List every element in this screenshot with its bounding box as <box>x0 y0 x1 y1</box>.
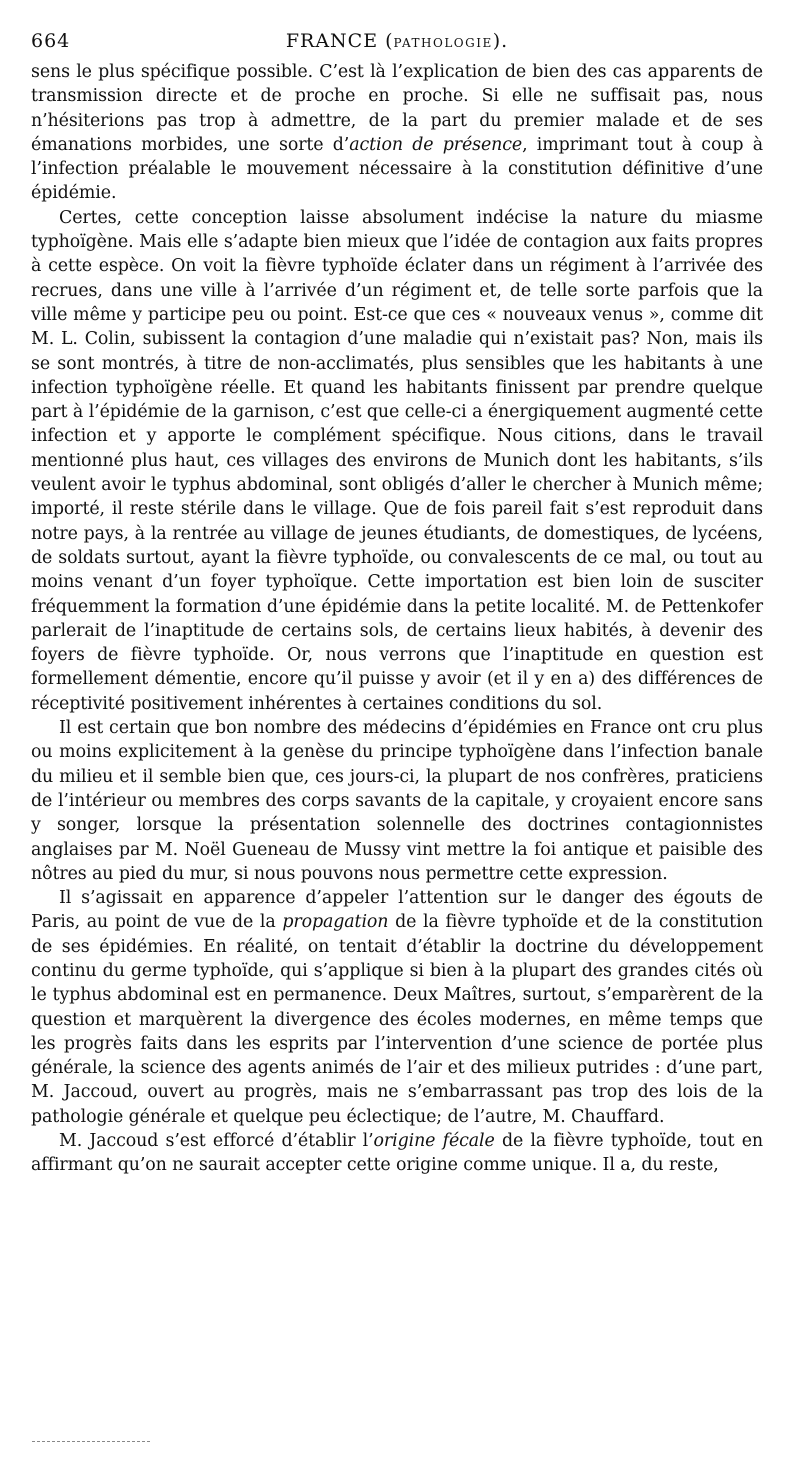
running-head-subtitle: PATHOLOGIE <box>393 36 493 50</box>
italic-phrase: action de présence <box>349 134 523 155</box>
text-segment: Il s’agissait en apparence d’appeler l’attention sur le danger des égouts de Paris, au point de vue de la <box>31 888 763 933</box>
text-segment: M. Jaccoud s’est efforcé d’établir l’ <box>59 1131 374 1152</box>
footer-rule <box>32 1441 150 1442</box>
running-head: FRANCE (PATHOLOGIE). <box>285 30 509 52</box>
text-segment: de la fièvre typhoïde, tout en affirmant qu’on ne saurait accepter cette origine comme unique. Il a, du reste, <box>31 1131 763 1176</box>
text-segment: de la fièvre typhoïde et de la constitution de ses épidémies. En réalité, on tentait d’établir la doctrine du développement continu du germe typhoïde, qui s’applique si bien à la plupart des grandes cités où le typhus abdominal est en permanence. Deux Maîtres, surtout, s’emparèrent de la question et marquèrent la divergence des écoles modernes, en même temps que les progrès faits dans les esprits par l’intervention d’une science de portée plus générale, la science des agents animés de l’air et des milieux putrides : d’une part, M. Jaccoud, ouvert au progrès, mais ne s’embarrassant pas trop des lois de la pathologie générale et quelque peu éclectique; de l’autre, M. Chauffard. <box>31 912 763 1127</box>
page <box>31 30 763 1178</box>
italic-phrase: propagation <box>282 912 389 933</box>
paragraph <box>31 716 763 886</box>
text-segment: , imprimant tout à coup à l’infection préalable le mouvement nécessaire à la constitution définitive d’une épidémie. <box>31 134 763 204</box>
text-segment: Il est certain que bon nombre des médecins d’épidémies en France ont cru plus ou moins explicitement à la genèse du principe typhoïgène dans l’infection banale du milieu et il semble bien que, ces jours-ci, la plupart de nos confrères, praticiens de l’intérieur ou membres des corps savants de la capitale, y croyaient encore sans y songer, lorsque la présentation solennelle des doctrines contagionnistes anglaises par M. Noël Gueneau de Mussy vint mettre la foi antique et paisible des nôtres au pied du mur, si nous pouvons nous permettre cette expression. <box>31 718 763 884</box>
text-segment: Certes, cette conception laisse absolument indécise la nature du miasme typhoïgène. Mais elle s’adapte bien mieux que l’idée de contagion aux faits propres à cette espèce. On voit la fièvre typhoïde éclater dans un régiment à l’arrivée des recrues, dans une ville à l’arrivée d’un régiment et, de telle sorte parfois que la ville même y participe peu ou point. Est-ce que ces « nouveaux venus », comme dit M. L. Colin, subissent la contagion d’une maladie qui n’existait pas? Non, mais ils se sont montrés, à titre de non-acclimatés, plus sensibles que les habitants à une infection typhoïgène réelle. Et quand les habitants finissent par prendre quelque part à l’épidémie de la garnison, c’est que celle-ci a énergiquement augmenté cette infection et y apporte le complément spécifique. Nous citions, dans le travail mentionné plus haut, ces villages des environs de Munich dont les habitants, s’ils veulent avoir le typhus abdominal, sont obligés d’aller le chercher à Munich même; importé, il reste stérile dans le village. Que de fois pareil fait s’est reproduit dans notre pays, à la rentrée au village de jeunes étudiants, de domestiques, de lycéens, de soldats surtout, ayant la fièvre typhoïde, ou convalescents de ce mal, ou tout au moins venant d’un foyer typhoïque. Cette importation est bien loin de susciter fréquemment la formation d’une épidémie dans la petite localité. M. de Pettenkofer parlerait de l’inaptitude de certains sols, de certains lieux habités, à devenir des foyers de fièvre typhoïde. Or, nous verrons que l’inaptitude en question est formellement démentie, encore qu’il puisse y avoir (et il y en a) des différences de réceptivité positivement inhérentes à certaines conditions du sol. <box>31 207 763 714</box>
paragraph <box>31 206 763 716</box>
body-text <box>31 60 763 1178</box>
paragraph <box>31 1129 763 1178</box>
paragraph <box>31 886 763 1129</box>
italic-phrase: origine fécale <box>373 1131 495 1152</box>
running-head-title: FRANCE <box>285 30 379 52</box>
page-number: 664 <box>31 30 71 52</box>
page-header <box>31 30 763 60</box>
paragraph <box>31 60 763 206</box>
text-segment: sens le plus spécifique possible. C’est là l’explication de bien des cas apparents de transmission directe et de proche en proche. Si elle ne suffisait pas, nous n’hésiterions pas trop à admettre, de la part du premier malade et de ses émanations morbides, une sorte d’ <box>31 62 763 155</box>
